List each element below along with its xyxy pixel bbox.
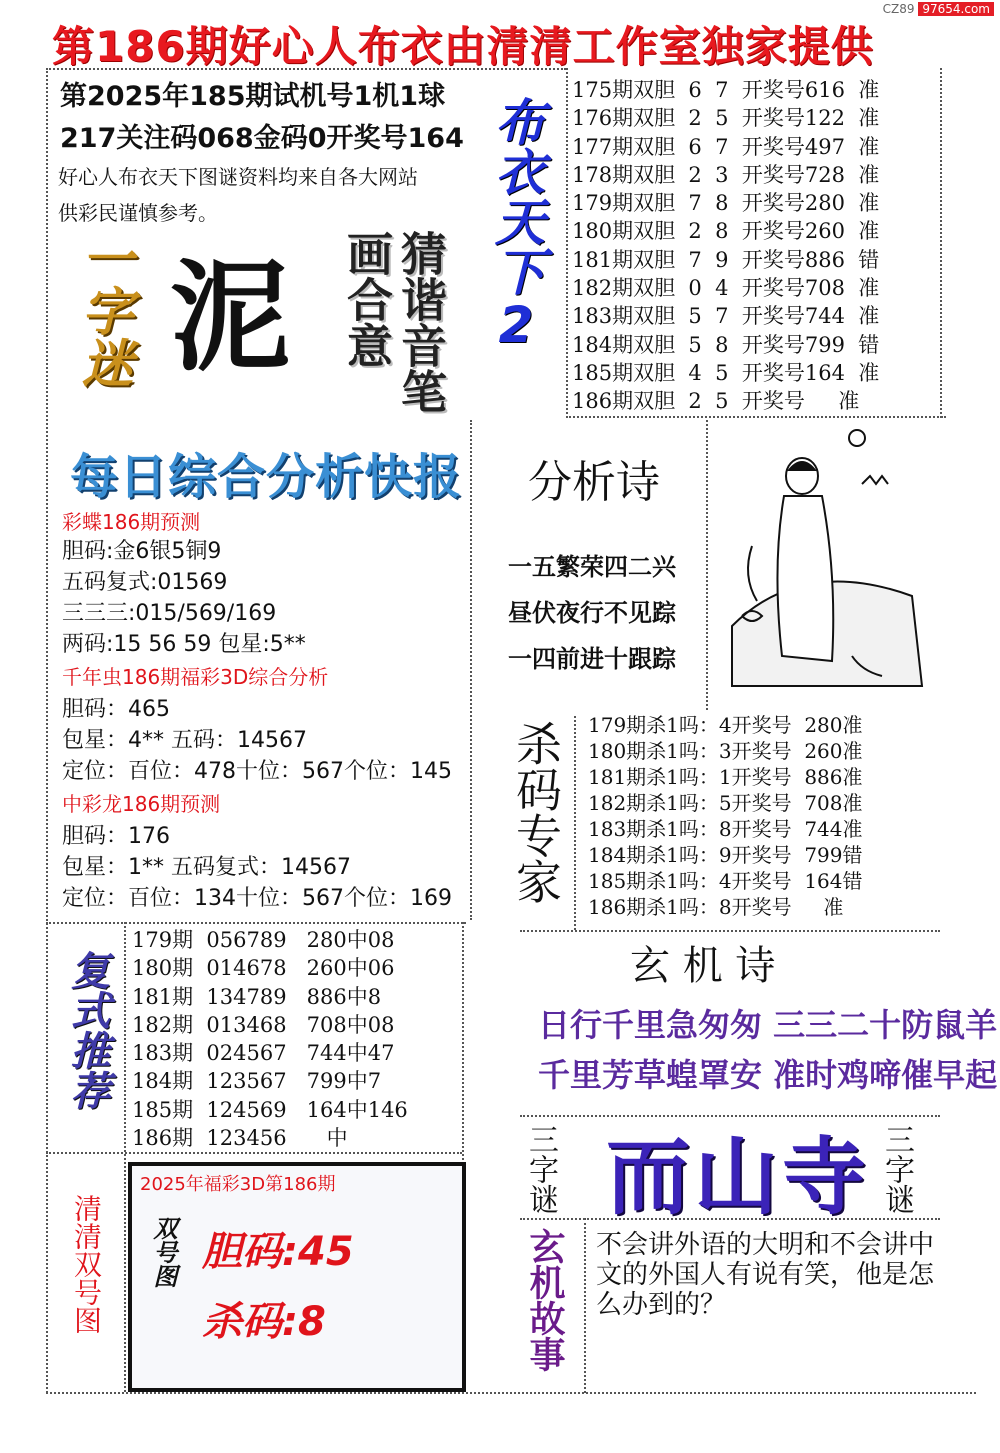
analysis-poem — [508, 544, 676, 682]
list-item: 178期双胆 2 3 开奖号728 准 — [572, 162, 880, 187]
frame-right-top — [940, 68, 942, 418]
qingqing-sha: 杀码:8 — [202, 1299, 326, 1345]
divider-fushi-top — [46, 922, 466, 924]
qingqing-dan: 胆码:45 — [202, 1229, 354, 1275]
prediction-line: 五码复式:01569 — [62, 570, 228, 595]
daily-report-title: 每日综合分析快报 — [70, 449, 463, 505]
riddle-clue: 猜谐音笔画合意 — [340, 230, 448, 414]
fushi-list — [132, 926, 408, 1152]
frame-top — [46, 68, 566, 70]
divider-poem — [706, 420, 708, 710]
list-item: 179期双胆 7 8 开奖号280 准 — [572, 191, 880, 216]
list-item: 182期杀1吗：5开奖号 708准 — [588, 791, 863, 815]
qingqing-side-label: 双号图 — [149, 1216, 177, 1288]
xuanji-story-text: 不会讲外语的大明和不会讲中文的外国人有说有笑，他是怎么办到的？ — [596, 1230, 935, 1320]
qingqing-box — [128, 1162, 466, 1392]
frame-left — [46, 68, 48, 1393]
watermark-prefix: CZ89 — [882, 2, 915, 16]
xuanji-poem-title: 玄 机 诗 — [630, 943, 776, 989]
poem-line: 一五繁荣四二兴 — [508, 553, 676, 581]
table-row: 179期 056789 280中08 — [132, 928, 395, 952]
riddle-main-char: 泥 — [170, 247, 290, 388]
divider-gall-bottom — [566, 416, 946, 418]
three-char-label-left: 三字谜 — [523, 1124, 558, 1214]
poem-line: 昼伏夜行不见踪 — [508, 599, 676, 627]
list-item: 181期双胆 7 9 开奖号886 错 — [572, 247, 880, 272]
divider-kill — [574, 716, 576, 930]
prediction-heading-2: 千年虫186期福彩3D综合分析 — [62, 665, 329, 689]
prediction-line: 两码:15 56 59 包星:5** — [62, 632, 306, 657]
watermark-site: 97654.com — [918, 2, 994, 16]
prediction-line: 包星：4** 五码：14567 — [62, 728, 307, 753]
qingqing-label: 清清双号图 — [70, 1194, 103, 1334]
divider-kill-bottom — [520, 930, 940, 932]
list-item: 182期双胆 0 4 开奖号708 准 — [572, 276, 880, 301]
brand-vertical — [486, 96, 546, 366]
list-item: 185期双胆 4 5 开奖号164 准 — [572, 360, 880, 385]
xuanji-poem — [528, 1000, 997, 1100]
kill-expert-label: 杀码专家 — [509, 720, 563, 904]
poem-line: 日行千里急匆匆 三三二十防鼠羊 — [538, 1006, 998, 1044]
frame-bottom — [46, 1392, 976, 1394]
header-disclaimer-2: 供彩民谨慎参考。 — [58, 201, 218, 225]
prediction-line: 胆码：465 — [62, 697, 170, 722]
three-char-label-right: 三字谜 — [879, 1124, 914, 1214]
prediction-line: 胆码：176 — [62, 824, 170, 849]
divider-fushi-left — [124, 922, 126, 1392]
qingqing-header: 2025年福彩3D第186期 — [140, 1174, 336, 1195]
prediction-heading-3: 中彩龙186期预测 — [62, 792, 221, 816]
poem-line: 千里芳草蝗罩安 准时鸡啼催早起 — [538, 1056, 998, 1094]
table-row: 182期 013468 708中08 — [132, 1012, 395, 1037]
brand-text: 布衣天下2 — [487, 96, 545, 354]
xuanji-story-label: 玄机故事 — [524, 1228, 565, 1372]
list-item: 180期双胆 2 8 开奖号260 准 — [572, 219, 880, 244]
list-item: 183期双胆 5 7 开奖号744 准 — [572, 304, 880, 329]
table-row: 183期 024567 744中47 — [132, 1041, 395, 1066]
prediction-line: 定位：百位：478十位：567个位：145 — [62, 759, 452, 784]
list-item: 184期杀1吗：9开奖号 799错 — [588, 843, 863, 867]
predictions — [62, 508, 462, 914]
divider-middle — [470, 420, 472, 920]
header-trial-number: 第2025年185期试机号1机1球 — [60, 81, 446, 112]
table-row: 184期 123567 799中7 — [132, 1069, 382, 1094]
poem-line: 一四前进十跟踪 — [508, 645, 676, 673]
table-row: 180期 014678 260中06 — [132, 956, 395, 981]
list-item: 183期杀1吗：8开奖号 744准 — [588, 817, 863, 841]
fushi-label: 复式推荐 — [64, 950, 110, 1110]
list-item: 179期杀1吗：4开奖号 280准 — [588, 713, 863, 737]
list-item: 185期杀1吗：4开奖号 164错 — [588, 869, 863, 893]
double-gall-list — [572, 76, 879, 416]
riddle-label: 一字迷 — [72, 232, 132, 388]
page-title: 第186期好心人布衣由清清工作室独家提供 — [52, 22, 874, 71]
prediction-line: 包星：1** 五码复式：14567 — [62, 855, 351, 880]
analysis-poem-title: 分析诗 — [528, 457, 660, 508]
prediction-heading-1: 彩蝶186期预测 — [62, 510, 201, 534]
list-item: 180期杀1吗：3开奖号 260准 — [588, 739, 863, 763]
kill-expert-list — [588, 712, 863, 920]
header-attention-code: 217关注码068金码0开奖号164 — [60, 123, 464, 154]
divider-gall — [566, 68, 568, 418]
three-char-answer: 而山寺 — [606, 1128, 871, 1226]
list-item: 176期双胆 2 5 开奖号122 准 — [572, 106, 880, 131]
list-item: 184期双胆 5 8 开奖号799 错 — [572, 332, 880, 357]
table-row: 186期 123456 中 — [132, 1126, 348, 1151]
prediction-line: 胆码:金6银5铜9 — [62, 539, 222, 564]
list-item: 186期双胆 2 5 开奖号 准 — [572, 389, 860, 414]
list-item: 186期杀1吗：8开奖号 准 — [588, 895, 844, 919]
list-item: 175期双胆 6 7 开奖号616 准 — [572, 78, 880, 102]
list-item: 177期双胆 6 7 开奖号497 准 — [572, 134, 880, 159]
list-item: 181期杀1吗：1开奖号 886准 — [588, 765, 863, 789]
divider-story — [584, 1218, 586, 1393]
monk-illustration — [712, 426, 942, 696]
header-disclaimer-1: 好心人布衣天下图谜资料均来自各大网站 — [58, 165, 418, 189]
table-row: 181期 134789 886中8 — [132, 984, 382, 1009]
table-row: 185期 124569 164中146 — [132, 1097, 408, 1122]
prediction-line: 定位：百位：134十位：567个位：169 — [62, 886, 452, 911]
prediction-line: 三三三:015/569/169 — [62, 601, 277, 626]
